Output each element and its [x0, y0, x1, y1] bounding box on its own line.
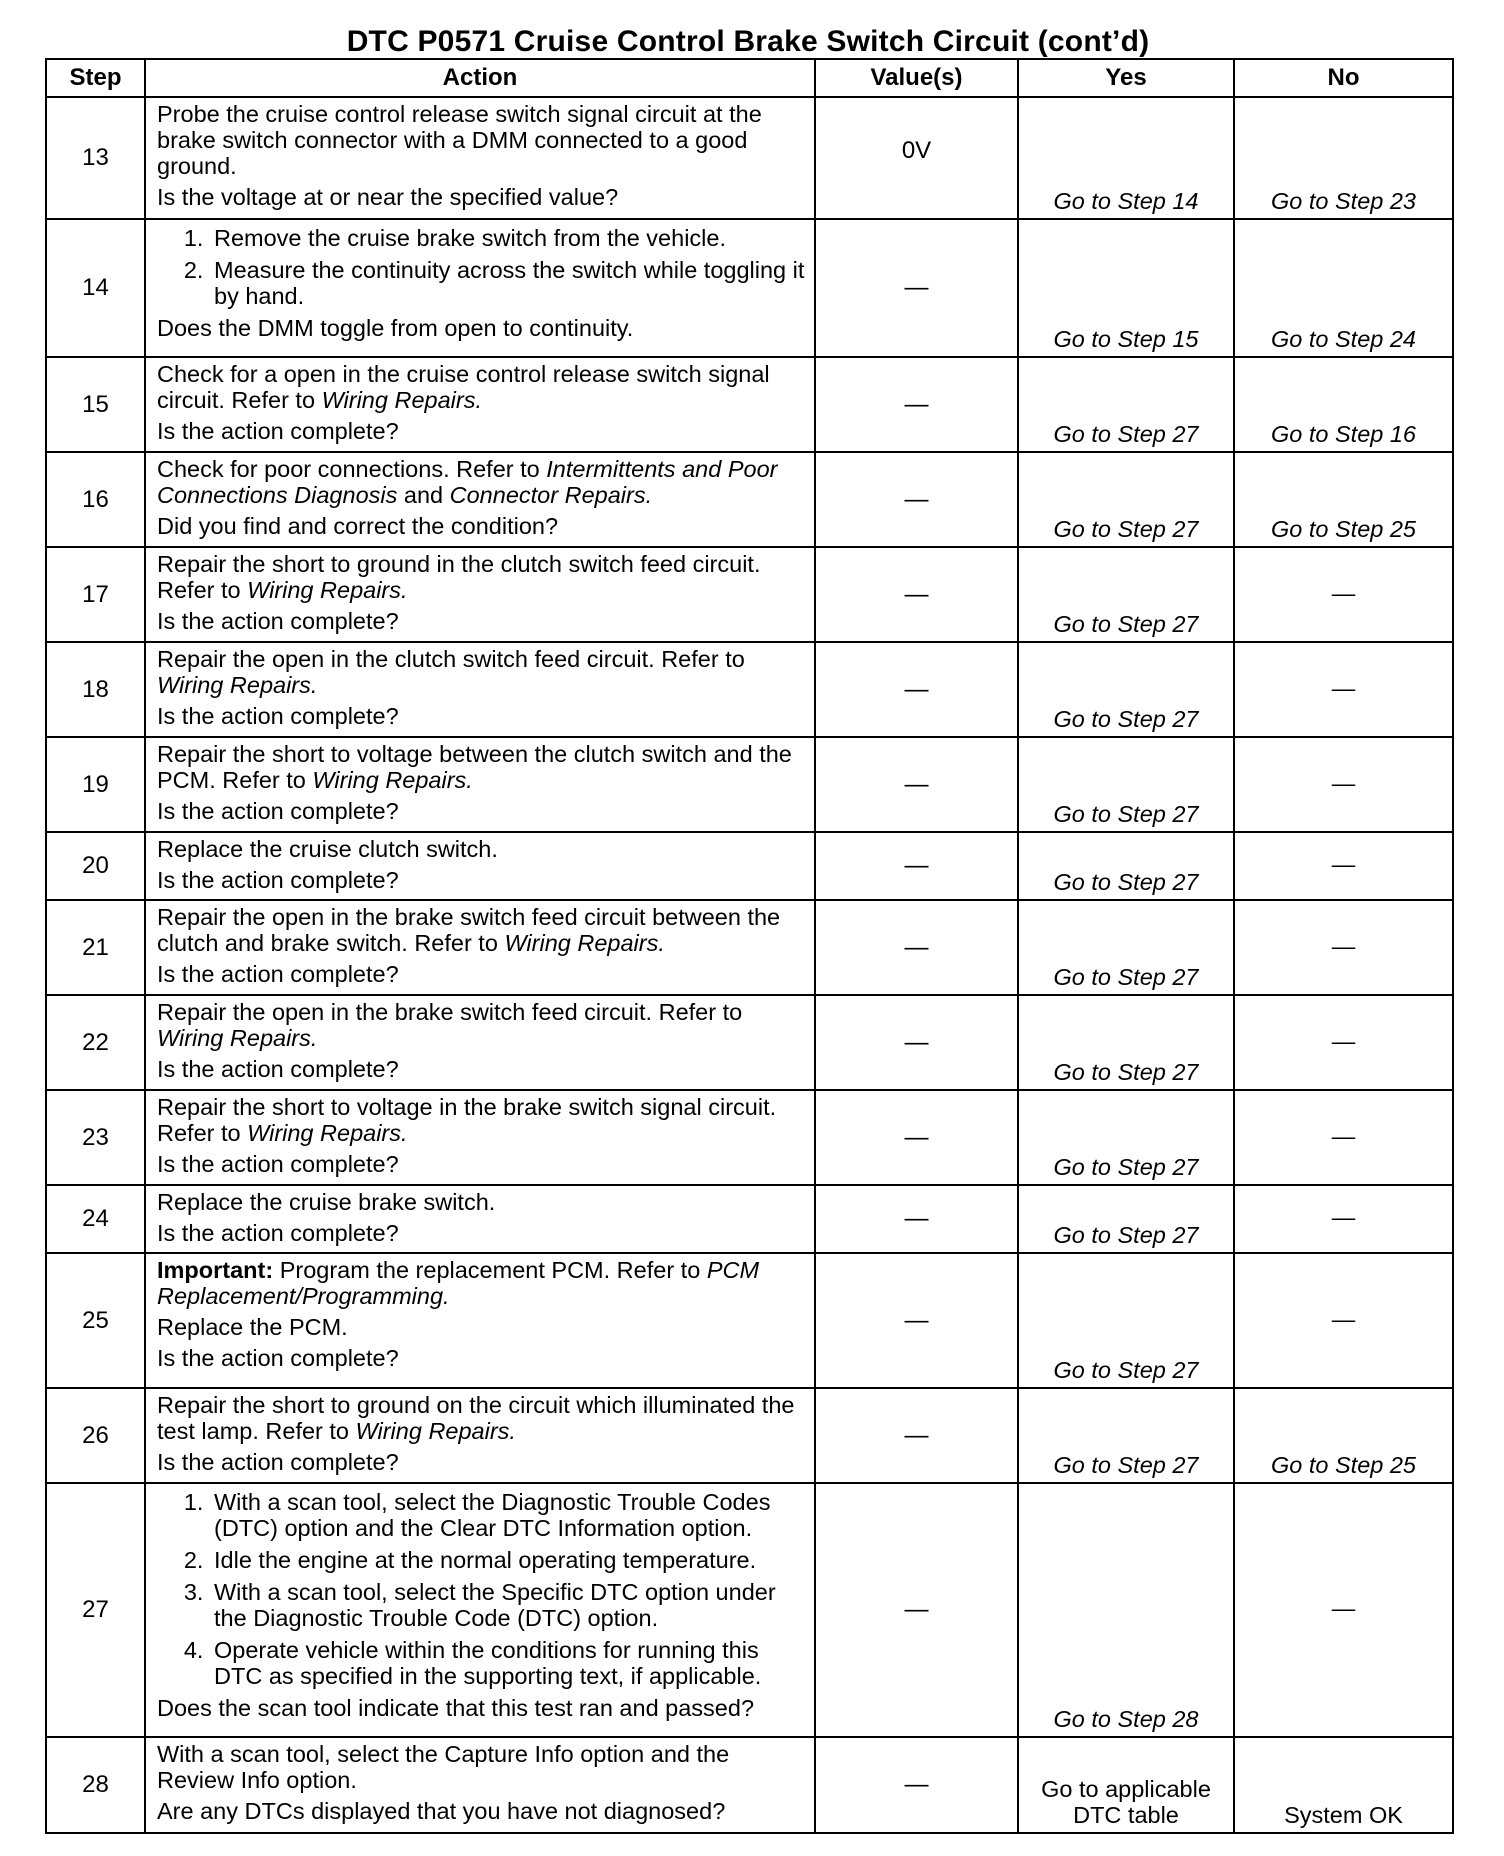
value-cell: —	[815, 1483, 1018, 1737]
value-cell: —	[815, 547, 1018, 642]
value-cell: —	[815, 832, 1018, 900]
step-number: 19	[46, 737, 145, 832]
action-instruction: and	[403, 482, 444, 508]
no-result: Go to Step 25	[1234, 452, 1453, 547]
step-number: 18	[46, 642, 145, 737]
no-result: —	[1234, 642, 1453, 737]
punctuation: .	[509, 1418, 516, 1444]
action-instruction: Repair the short to voltage between the clutch switch and the PCM. Refer to	[157, 741, 792, 793]
action-text	[157, 904, 806, 956]
punctuation: .	[443, 1283, 450, 1309]
reference-link: Wiring Repairs	[504, 930, 659, 956]
no-result: —	[1234, 995, 1453, 1090]
action-instruction: Replace the cruise clutch switch.	[157, 836, 498, 862]
action-cell	[145, 1388, 815, 1483]
list-item: 2. Measure the continuity across the switch while toggling it by hand.	[210, 257, 806, 309]
action-instruction: Repair the short to ground in the clutch switch feed circuit. Refer to	[157, 551, 761, 603]
action-text	[157, 1094, 806, 1146]
step-number: 23	[46, 1090, 145, 1185]
action-cell	[145, 547, 815, 642]
action-text	[157, 456, 806, 508]
no-result: —	[1234, 1090, 1453, 1185]
action-cell	[145, 995, 815, 1090]
table-row	[46, 995, 1453, 1090]
no-result: Go to Step 23	[1234, 97, 1453, 219]
step-number: 27	[46, 1483, 145, 1737]
list-item: 3. With a scan tool, select the Specific DTC option under the Diagnostic Trouble Code (DTC) option.	[210, 1579, 806, 1631]
action-question: Did you find and correct the condition?	[157, 513, 559, 539]
yes-result: Go to Step 27	[1018, 995, 1234, 1090]
action-question: Is the action complete?	[157, 1449, 399, 1475]
no-result: —	[1234, 1483, 1453, 1737]
no-result: —	[1234, 1253, 1453, 1388]
action-question: Is the action complete?	[157, 1345, 399, 1371]
value-cell: —	[815, 452, 1018, 547]
action-instruction: Program the replacement PCM. Refer to	[279, 1257, 701, 1283]
action-instruction: Check for poor connections. Refer to	[157, 456, 540, 482]
step-number: 16	[46, 452, 145, 547]
step-number: 24	[46, 1185, 145, 1253]
punctuation: .	[658, 930, 665, 956]
table-row	[46, 547, 1453, 642]
action-text	[157, 999, 806, 1051]
punctuation: .	[310, 672, 318, 698]
no-result: Go to Step 24	[1234, 219, 1453, 357]
value-cell: 0V	[815, 97, 1018, 219]
value-cell: —	[815, 1185, 1018, 1253]
yes-result: Go to applicable DTC table	[1018, 1737, 1234, 1833]
value-cell: —	[815, 1388, 1018, 1483]
table-row	[46, 1185, 1453, 1253]
reference-link: Wiring Repairs	[321, 387, 476, 413]
action-text	[157, 101, 806, 179]
list-item: 4. Operate vehicle within the conditions for running this DTC as specified in the supporting text, if applicable.	[210, 1637, 806, 1689]
step-number: 17	[46, 547, 145, 642]
list-item: 2. Idle the engine at the normal operating temperature.	[210, 1547, 806, 1573]
action-instruction: Probe the cruise control release switch signal circuit at the brake switch connector with a DMM connected to a good ground.	[157, 101, 762, 179]
action-instruction: Replace the cruise brake switch.	[157, 1189, 496, 1215]
yes-result: Go to Step 27	[1018, 357, 1234, 452]
header-yes: Yes	[1018, 59, 1234, 97]
action-cell	[145, 642, 815, 737]
action-cell	[145, 219, 815, 357]
punctuation: .	[475, 387, 482, 413]
action-text	[157, 1392, 806, 1444]
table-row	[46, 357, 1453, 452]
step-number: 26	[46, 1388, 145, 1483]
action-extra: Replace the PCM.	[157, 1314, 348, 1340]
yes-result: Go to Step 27	[1018, 642, 1234, 737]
step-number: 13	[46, 97, 145, 219]
action-question: Does the scan tool indicate that this test ran and passed?	[157, 1695, 755, 1721]
punctuation: .	[466, 767, 473, 793]
reference-link: Wiring Repairs	[312, 767, 467, 793]
value-cell: —	[815, 900, 1018, 995]
yes-result: Go to Step 27	[1018, 832, 1234, 900]
action-instruction: Check for a open in the cruise control release switch signal circuit. Refer to	[157, 361, 770, 413]
no-result: —	[1234, 832, 1453, 900]
punctuation: .	[310, 1025, 318, 1051]
table-row	[46, 1483, 1453, 1737]
action-question: Is the action complete?	[157, 798, 399, 824]
yes-result: Go to Step 27	[1018, 1185, 1234, 1253]
action-cell	[145, 900, 815, 995]
diagnostic-table	[45, 58, 1454, 1834]
action-instruction: Repair the open in the brake switch feed circuit between the clutch and brake switch. Refer to	[157, 904, 781, 956]
action-text	[157, 361, 806, 413]
yes-result: Go to Step 15	[1018, 219, 1234, 357]
step-number: 20	[46, 832, 145, 900]
action-instruction: Repair the short to ground on the circuit which illuminated the test lamp. Refer to	[157, 1392, 795, 1444]
action-cell	[145, 737, 815, 832]
table-row	[46, 97, 1453, 219]
action-question: Is the action complete?	[157, 1220, 399, 1246]
yes-result: Go to Step 27	[1018, 737, 1234, 832]
header-no: No	[1234, 59, 1453, 97]
action-cell	[145, 1185, 815, 1253]
no-result: System OK	[1234, 1737, 1453, 1833]
value-cell: —	[815, 1737, 1018, 1833]
header-values: Value(s)	[815, 59, 1018, 97]
action-text	[157, 1189, 806, 1215]
no-result: —	[1234, 1185, 1453, 1253]
header-action: Action	[145, 59, 815, 97]
table-row	[46, 832, 1453, 900]
action-text	[157, 1741, 806, 1793]
action-instruction: Repair the open in the clutch switch feed circuit. Refer to	[157, 646, 745, 672]
action-steps-list	[157, 1489, 806, 1689]
action-cell	[145, 97, 815, 219]
punctuation: .	[645, 482, 653, 508]
yes-result: Go to Step 28	[1018, 1483, 1234, 1737]
punctuation: .	[401, 1120, 408, 1146]
action-question: Is the action complete?	[157, 418, 399, 444]
action-text	[157, 836, 806, 862]
action-cell	[145, 1483, 815, 1737]
table-row	[46, 1737, 1453, 1833]
action-steps-list	[157, 225, 806, 309]
yes-result: Go to Step 14	[1018, 97, 1234, 219]
action-cell	[145, 1090, 815, 1185]
page-title: DTC P0571 Cruise Control Brake Switch Circuit (cont’d)	[346, 25, 1150, 58]
yes-result: Go to Step 27	[1018, 452, 1234, 547]
no-result: —	[1234, 900, 1453, 995]
value-cell: —	[815, 1253, 1018, 1388]
step-number: 25	[46, 1253, 145, 1388]
step-number: 15	[46, 357, 145, 452]
yes-result: Go to Step 27	[1018, 900, 1234, 995]
step-number: 28	[46, 1737, 145, 1833]
value-cell: —	[815, 995, 1018, 1090]
action-cell	[145, 1253, 815, 1388]
action-question: Is the action complete?	[157, 608, 399, 634]
reference-link: Connector Repairs	[449, 482, 646, 508]
step-number: 22	[46, 995, 145, 1090]
step-number: 14	[46, 219, 145, 357]
action-text	[157, 741, 806, 793]
reference-link: PCM Replacement/Programming	[157, 1257, 760, 1309]
table-row	[46, 737, 1453, 832]
value-cell: —	[815, 737, 1018, 832]
yes-result: Go to Step 27	[1018, 1253, 1234, 1388]
table-header-row	[46, 59, 1453, 97]
no-result: Go to Step 16	[1234, 357, 1453, 452]
table-row	[46, 1090, 1453, 1185]
action-text	[157, 551, 806, 603]
reference-link: Wiring Repairs	[247, 1120, 402, 1146]
reference-link: Wiring Repairs	[247, 577, 402, 603]
action-question: Are any DTCs displayed that you have not diagnosed?	[157, 1798, 726, 1824]
important-label: Important:	[157, 1257, 274, 1283]
yes-result: Go to Step 27	[1018, 1090, 1234, 1185]
header-step: Step	[46, 59, 145, 97]
table-row	[46, 900, 1453, 995]
table-row	[46, 219, 1453, 357]
action-instruction: Repair the open in the brake switch feed circuit. Refer to	[157, 999, 743, 1025]
reference-link: Intermittents and Poor Connections Diagnosis	[157, 456, 778, 508]
yes-result: Go to Step 27	[1018, 547, 1234, 642]
action-cell	[145, 452, 815, 547]
value-cell: —	[815, 1090, 1018, 1185]
action-question: Is the action complete?	[157, 1151, 399, 1177]
reference-link: Wiring Repairs	[355, 1418, 510, 1444]
action-question: Is the action complete?	[157, 867, 399, 893]
list-item: 1. With a scan tool, select the Diagnostic Trouble Codes (DTC) option and the Clear DTC Information option.	[210, 1489, 806, 1541]
action-instruction: With a scan tool, select the Capture Info option and the Review Info option.	[157, 1741, 730, 1793]
table-row	[46, 1388, 1453, 1483]
action-cell	[145, 357, 815, 452]
action-question: Is the action complete?	[157, 961, 399, 987]
punctuation: .	[401, 577, 408, 603]
step-number: 21	[46, 900, 145, 995]
action-instruction: Repair the short to voltage in the brake switch signal circuit. Refer to	[157, 1094, 777, 1146]
action-text	[157, 1257, 806, 1309]
action-cell	[145, 1737, 815, 1833]
list-item: 1. Remove the cruise brake switch from the vehicle.	[210, 225, 806, 251]
action-question: Is the action complete?	[157, 703, 399, 729]
yes-result: Go to Step 27	[1018, 1388, 1234, 1483]
no-result: —	[1234, 737, 1453, 832]
table-row	[46, 1253, 1453, 1388]
value-cell: —	[815, 642, 1018, 737]
value-cell: —	[815, 357, 1018, 452]
action-text	[157, 646, 806, 698]
table-row	[46, 642, 1453, 737]
no-result: Go to Step 25	[1234, 1388, 1453, 1483]
action-question: Does the DMM toggle from open to continuity.	[157, 315, 634, 341]
action-cell	[145, 832, 815, 900]
action-question: Is the voltage at or near the specified value?	[157, 184, 619, 210]
table-row	[46, 452, 1453, 547]
no-result: —	[1234, 547, 1453, 642]
action-question: Is the action complete?	[157, 1056, 399, 1082]
value-cell: —	[815, 219, 1018, 357]
reference-link: Wiring Repairs	[157, 672, 311, 698]
reference-link: Wiring Repairs	[157, 1025, 311, 1051]
